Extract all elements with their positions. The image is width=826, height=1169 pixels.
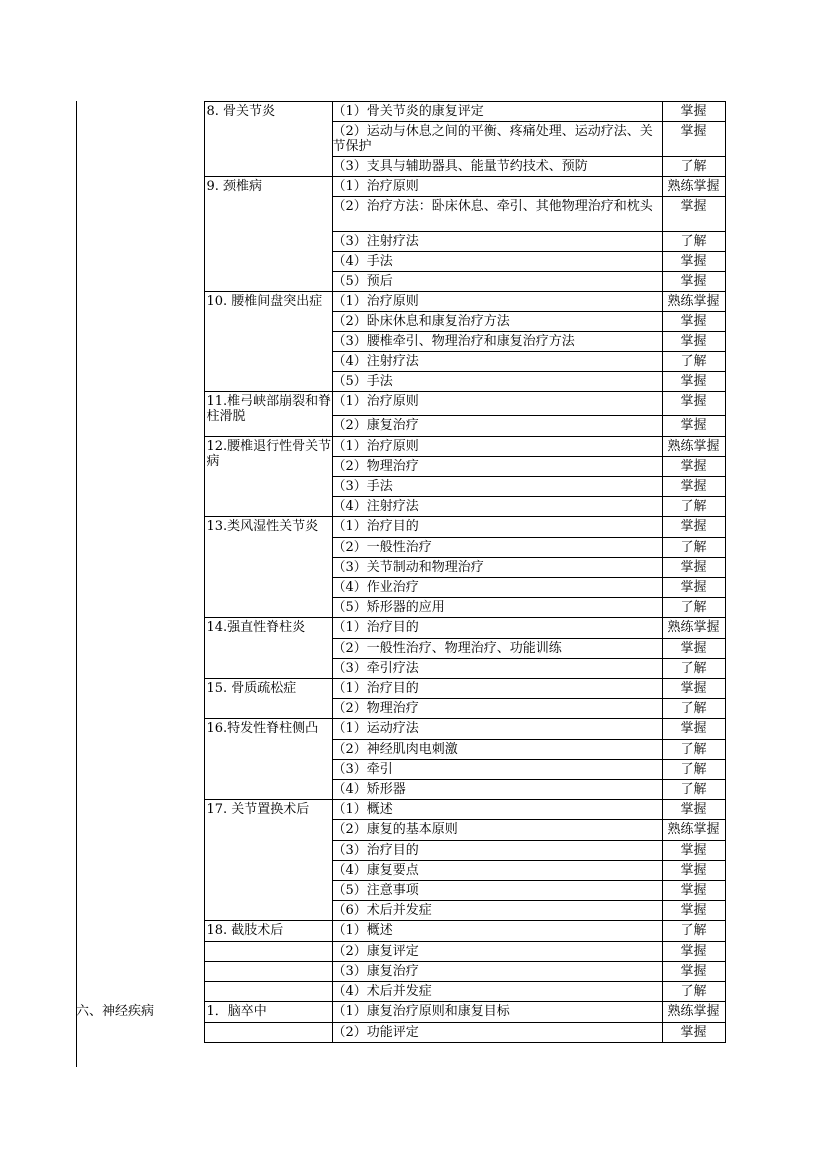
requirement-cell <box>662 962 725 982</box>
content-item-text: （3）关节制动和物理治疗 <box>332 560 484 575</box>
requirement-cell <box>662 841 725 861</box>
topic-label: 18. 截肢术后 <box>206 923 284 938</box>
requirement-level: 掌握 <box>680 274 707 289</box>
content-item-text: （3）腰椎牵引、物理治疗和康复治疗方法 <box>332 334 575 349</box>
content-item-text: （5）注意事项 <box>332 883 419 898</box>
content-item-cell <box>332 477 662 497</box>
requirement-cell <box>662 921 725 942</box>
content-item-cell <box>332 416 662 437</box>
requirement-cell <box>662 252 725 272</box>
topic-cell <box>204 437 332 517</box>
requirement-level: 掌握 <box>680 580 707 595</box>
requirement-level: 掌握 <box>680 479 707 494</box>
requirement-level: 掌握 <box>680 394 707 409</box>
requirement-level: 了解 <box>680 540 707 555</box>
requirement-cell <box>662 1002 725 1023</box>
content-item-cell <box>332 921 662 942</box>
content-item-text: （2）治疗方法：卧床休息、牵引、其他物理治疗和枕头 <box>332 199 653 214</box>
topic-cell <box>204 1023 332 1043</box>
requirement-level: 了解 <box>680 782 707 797</box>
topic-cell <box>204 177 332 292</box>
content-item-text: （1）治疗原则 <box>332 394 419 409</box>
topic-label: 16.特发性脊柱侧凸 <box>206 721 319 736</box>
topic-cell <box>204 392 332 437</box>
requirement-cell <box>662 901 725 921</box>
requirement-level: 掌握 <box>680 254 707 269</box>
requirement-level: 掌握 <box>680 418 707 433</box>
unit-cell <box>76 102 204 1002</box>
content-item-text: （2）一般性治疗 <box>332 540 432 555</box>
requirement-level: 掌握 <box>680 802 707 817</box>
requirement-level: 了解 <box>680 354 707 369</box>
requirement-level: 掌握 <box>680 459 707 474</box>
requirement-level: 了解 <box>680 600 707 615</box>
topic-cell <box>204 292 332 392</box>
requirement-cell <box>662 312 725 332</box>
content-item-cell <box>332 457 662 477</box>
requirement-level: 熟练掌握 <box>667 439 720 454</box>
content-item-text: （2）康复治疗 <box>332 418 419 433</box>
unit-cell <box>76 1002 204 1043</box>
content-item-text: （1）治疗原则 <box>332 179 419 194</box>
content-item-cell <box>332 1023 662 1043</box>
content-item-text: （1）运动疗法 <box>332 721 419 736</box>
content-item-cell <box>332 861 662 881</box>
content-item-cell <box>332 558 662 578</box>
content-item-cell <box>332 942 662 962</box>
requirement-level: 熟练掌握 <box>667 822 720 837</box>
requirement-cell <box>662 598 725 618</box>
syllabus-table <box>76 101 726 1043</box>
requirement-cell <box>662 332 725 352</box>
content-item-cell <box>332 157 662 177</box>
content-item-cell <box>332 372 662 392</box>
content-item-cell <box>332 639 662 659</box>
content-item-text: （4）术后并发症 <box>332 984 432 999</box>
content-item-text: （2）运动与休息之间的平衡、疼痛处理、运动疗法、关节保护 <box>332 124 653 154</box>
topic-cell <box>204 982 332 1002</box>
requirement-cell <box>662 881 725 901</box>
requirement-level: 掌握 <box>680 334 707 349</box>
unit-label: 六、神经疾病 <box>76 1003 155 1019</box>
table-row <box>76 102 725 122</box>
requirement-cell <box>662 197 725 232</box>
syllabus-table-body <box>76 102 725 1043</box>
content-item-text: （3）康复治疗 <box>332 964 419 979</box>
content-item-text: （1）康复治疗原则和康复目标 <box>332 1004 510 1019</box>
content-item-cell <box>332 232 662 252</box>
content-item-cell <box>332 760 662 780</box>
requirement-cell <box>662 292 725 312</box>
content-item-cell <box>332 312 662 332</box>
requirement-cell <box>662 232 725 252</box>
content-item-text: （4）作业治疗 <box>332 580 419 595</box>
requirement-level: 了解 <box>680 234 707 249</box>
topic-label: 1．脑卒中 <box>206 1004 267 1019</box>
requirement-level: 熟练掌握 <box>667 620 720 635</box>
topic-label: 13.类风湿性关节炎 <box>206 519 319 534</box>
requirement-level: 掌握 <box>680 560 707 575</box>
content-item-text: （2）物理治疗 <box>332 459 419 474</box>
topic-label: 9. 颈椎病 <box>206 179 263 194</box>
content-item-text: （4）注射疗法 <box>332 499 419 514</box>
content-item-cell <box>332 800 662 820</box>
requirement-cell <box>662 679 725 699</box>
content-item-cell <box>332 679 662 699</box>
content-item-cell <box>332 252 662 272</box>
topic-label: 15. 骨质疏松症 <box>206 681 297 696</box>
requirement-level: 掌握 <box>680 944 707 959</box>
topic-cell <box>204 618 332 679</box>
requirement-level: 了解 <box>680 984 707 999</box>
requirement-level: 了解 <box>680 923 707 938</box>
content-item-text: （1）概述 <box>332 802 393 817</box>
requirement-cell <box>662 272 725 292</box>
requirement-level: 掌握 <box>680 104 707 119</box>
content-item-text: （1）治疗原则 <box>332 439 419 454</box>
requirement-level: 熟练掌握 <box>667 179 720 194</box>
content-item-text: （2）物理治疗 <box>332 701 419 716</box>
requirement-level: 掌握 <box>680 863 707 878</box>
requirement-level: 掌握 <box>680 641 707 656</box>
requirement-level: 了解 <box>680 661 707 676</box>
content-item-cell <box>332 740 662 760</box>
content-item-text: （3）支具与辅助器具、能量节约技术、预防 <box>332 159 588 174</box>
content-item-cell <box>332 699 662 719</box>
content-item-text: （2）康复评定 <box>332 944 419 959</box>
topic-label <box>205 942 332 944</box>
requirement-cell <box>662 618 725 639</box>
topic-cell <box>204 921 332 942</box>
content-item-cell <box>332 841 662 861</box>
requirement-cell <box>662 820 725 841</box>
table-row <box>76 1002 725 1023</box>
content-item-text: （1）治疗目的 <box>332 519 419 534</box>
content-item-cell <box>332 332 662 352</box>
requirement-cell <box>662 942 725 962</box>
content-item-cell <box>332 820 662 841</box>
requirement-level: 掌握 <box>680 843 707 858</box>
content-item-text: （1）治疗原则 <box>332 294 419 309</box>
requirement-level: 掌握 <box>680 314 707 329</box>
requirement-cell <box>662 659 725 679</box>
requirement-level: 掌握 <box>680 519 707 534</box>
unit-label <box>76 102 204 104</box>
content-item-text: （3）牵引疗法 <box>332 661 419 676</box>
topic-label: 14.强直性脊柱炎 <box>206 620 306 635</box>
requirement-cell <box>662 558 725 578</box>
content-item-text: （3）治疗目的 <box>332 843 419 858</box>
topic-cell <box>204 679 332 719</box>
content-item-cell <box>332 982 662 1002</box>
content-item-text: （5）预后 <box>332 274 393 289</box>
topic-label: 11.椎弓峡部崩裂和脊柱滑脱 <box>206 394 332 424</box>
content-item-cell <box>332 517 662 538</box>
content-item-text: （1）概述 <box>332 923 393 938</box>
requirement-level: 了解 <box>680 499 707 514</box>
content-item-cell <box>332 901 662 921</box>
content-item-cell <box>332 177 662 197</box>
requirement-cell <box>662 1023 725 1043</box>
content-item-text: （6）术后并发症 <box>332 903 432 918</box>
requirement-level: 熟练掌握 <box>667 1004 720 1019</box>
requirement-level: 掌握 <box>680 721 707 736</box>
requirement-cell <box>662 740 725 760</box>
requirement-cell <box>662 719 725 740</box>
requirement-cell <box>662 157 725 177</box>
requirement-level: 掌握 <box>680 124 707 139</box>
requirement-cell <box>662 517 725 538</box>
content-item-cell <box>332 881 662 901</box>
content-item-cell <box>332 352 662 372</box>
requirement-level: 掌握 <box>680 681 707 696</box>
requirement-level: 掌握 <box>680 883 707 898</box>
requirement-cell <box>662 372 725 392</box>
requirement-cell <box>662 437 725 457</box>
content-item-cell <box>332 618 662 639</box>
content-item-cell <box>332 292 662 312</box>
content-item-text: （5）矫形器的应用 <box>332 600 445 615</box>
content-item-cell <box>332 780 662 800</box>
content-item-cell <box>332 497 662 517</box>
topic-cell <box>204 517 332 618</box>
requirement-cell <box>662 780 725 800</box>
content-item-text: （2）卧床休息和康复治疗方法 <box>332 314 510 329</box>
requirement-level: 掌握 <box>680 903 707 918</box>
content-item-text: （2）功能评定 <box>332 1025 419 1040</box>
topic-label <box>205 962 332 964</box>
requirement-level: 了解 <box>680 742 707 757</box>
content-item-text: （2）一般性治疗、物理治疗、功能训练 <box>332 641 562 656</box>
requirement-level: 掌握 <box>680 1025 707 1040</box>
content-item-text: （1）治疗目的 <box>332 620 419 635</box>
topic-cell <box>204 102 332 177</box>
topic-cell <box>204 800 332 921</box>
requirement-cell <box>662 538 725 558</box>
requirement-cell <box>662 578 725 598</box>
requirement-cell <box>662 760 725 780</box>
content-item-cell <box>332 719 662 740</box>
content-item-text: （4）注射疗法 <box>332 354 419 369</box>
requirement-cell <box>662 699 725 719</box>
content-item-cell <box>332 1002 662 1023</box>
topic-label: 12.腰椎退行性骨关节病 <box>206 439 332 469</box>
content-item-text: （4）康复要点 <box>332 863 419 878</box>
content-item-text: （2）康复的基本原则 <box>332 822 458 837</box>
requirement-level: 掌握 <box>680 964 707 979</box>
content-item-text: （5）手法 <box>332 374 393 389</box>
requirement-cell <box>662 177 725 197</box>
topic-label: 10. 腰椎间盘突出症 <box>206 294 323 309</box>
content-item-cell <box>332 197 662 232</box>
requirement-cell <box>662 416 725 437</box>
content-item-text: （4）手法 <box>332 254 393 269</box>
content-item-cell <box>332 392 662 416</box>
content-item-text: （3）注射疗法 <box>332 234 419 249</box>
requirement-cell <box>662 477 725 497</box>
content-item-cell <box>332 272 662 292</box>
topic-cell <box>204 719 332 800</box>
requirement-cell <box>662 122 725 157</box>
requirement-cell <box>662 352 725 372</box>
requirement-cell <box>662 982 725 1002</box>
content-item-text: （1）治疗目的 <box>332 681 419 696</box>
topic-cell <box>204 1002 332 1023</box>
requirement-cell <box>662 392 725 416</box>
requirement-level: 熟练掌握 <box>667 294 720 309</box>
requirement-cell <box>662 497 725 517</box>
requirement-cell <box>662 102 725 122</box>
content-item-text: （1）骨关节炎的康复评定 <box>332 104 484 119</box>
topic-cell <box>204 942 332 962</box>
requirement-cell <box>662 639 725 659</box>
requirement-level: 了解 <box>680 159 707 174</box>
content-item-cell <box>332 122 662 157</box>
content-item-text: （2）神经肌肉电刺激 <box>332 742 458 757</box>
requirement-cell <box>662 800 725 820</box>
requirement-level: 掌握 <box>680 374 707 389</box>
topic-label <box>205 1023 332 1025</box>
content-item-cell <box>332 962 662 982</box>
topic-cell <box>204 962 332 982</box>
content-item-cell <box>332 102 662 122</box>
requirement-cell <box>662 457 725 477</box>
content-item-cell <box>332 598 662 618</box>
content-item-cell <box>332 437 662 457</box>
content-item-cell <box>332 538 662 558</box>
requirement-level: 了解 <box>680 701 707 716</box>
requirement-level: 掌握 <box>680 199 707 214</box>
topic-label <box>205 982 332 984</box>
content-item-text: （3）牵引 <box>332 762 393 777</box>
content-item-text: （3）手法 <box>332 479 393 494</box>
requirement-level: 了解 <box>680 762 707 777</box>
content-item-cell <box>332 659 662 679</box>
content-item-text: （4）矫形器 <box>332 782 406 797</box>
requirement-cell <box>662 861 725 881</box>
content-item-cell <box>332 578 662 598</box>
topic-label: 17. 关节置换术后 <box>206 802 310 817</box>
topic-label: 8. 骨关节炎 <box>206 104 276 119</box>
